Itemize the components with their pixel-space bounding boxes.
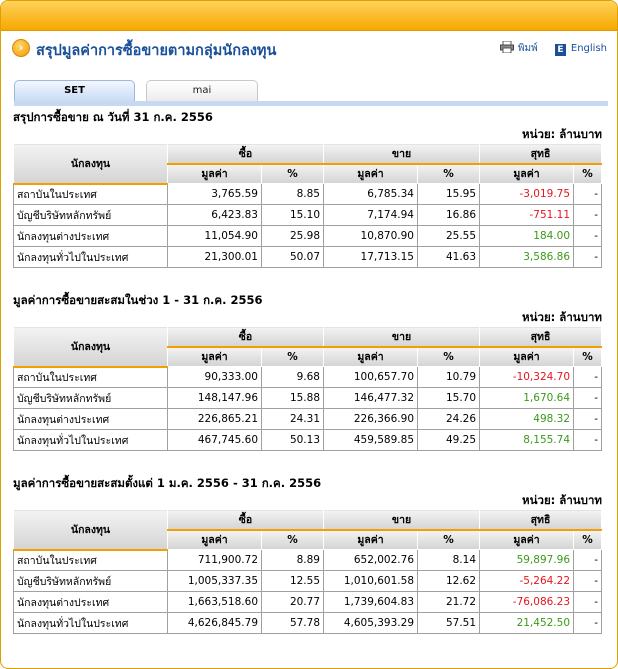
- table-row: [14, 592, 602, 613]
- buy-percent: 15.10: [262, 205, 324, 226]
- net-column-header: สุทธิ: [480, 510, 602, 530]
- value-column-header: มูลค่า: [480, 164, 574, 184]
- value-column-header: มูลค่า: [168, 530, 262, 550]
- buy-percent: 8.89: [262, 550, 324, 571]
- net-percent: -: [574, 184, 602, 205]
- buy-percent: 24.31: [262, 409, 324, 430]
- sell-percent: 8.14: [418, 550, 480, 571]
- buy-value: 21,300.01: [168, 247, 262, 268]
- sell-column-header: ขาย: [324, 327, 480, 347]
- table-row: [14, 388, 602, 409]
- buy-value: 90,333.00: [168, 367, 262, 388]
- investor-name: นักลงทุนทั่วไปในประเทศ: [14, 613, 168, 634]
- value-column-header: มูลค่า: [324, 530, 418, 550]
- investor-name: สถาบันในประเทศ: [14, 367, 168, 388]
- net-value: -751.11: [480, 205, 574, 226]
- buy-percent: 57.78: [262, 613, 324, 634]
- investor-name: บัญชีบริษัทหลักทรัพย์: [14, 571, 168, 592]
- table-row: [14, 571, 602, 592]
- market-tabs: [14, 80, 608, 101]
- sell-value: 6,785.34: [324, 184, 418, 205]
- value-column-header: มูลค่า: [168, 347, 262, 367]
- table-header-row: [14, 144, 602, 164]
- summary-section: [13, 292, 603, 451]
- net-percent: -: [574, 409, 602, 430]
- table-row: [14, 247, 602, 268]
- buy-value: 3,765.59: [168, 184, 262, 205]
- investor-column-header: นักลงทุน: [14, 144, 168, 184]
- sell-percent: 12.62: [418, 571, 480, 592]
- sell-percent: 24.26: [418, 409, 480, 430]
- sell-percent: 49.25: [418, 430, 480, 451]
- sell-value: 459,589.85: [324, 430, 418, 451]
- unit-label: หน่วย: ล้านบาท: [522, 493, 602, 507]
- net-column-header: สุทธิ: [480, 327, 602, 347]
- summary-section: [13, 109, 603, 268]
- value-column-header: มูลค่า: [480, 347, 574, 367]
- sell-percent: 15.70: [418, 388, 480, 409]
- investor-name: นักลงทุนต่างประเทศ: [14, 226, 168, 247]
- buy-percent: 20.77: [262, 592, 324, 613]
- investor-name: บัญชีบริษัทหลักทรัพย์: [14, 205, 168, 226]
- net-value: 21,452.50: [480, 613, 574, 634]
- sell-percent: 21.72: [418, 592, 480, 613]
- value-column-header: มูลค่า: [324, 347, 418, 367]
- buy-percent: 12.55: [262, 571, 324, 592]
- value-column-header: มูลค่า: [480, 530, 574, 550]
- percent-column-header: %: [262, 530, 324, 550]
- section-title: สรุปการซื้อขาย ณ วันที่ 31 ก.ค. 2556: [13, 110, 213, 124]
- sell-percent: 10.79: [418, 367, 480, 388]
- sell-value: 100,657.70: [324, 367, 418, 388]
- sell-value: 1,010,601.58: [324, 571, 418, 592]
- buy-percent: 15.88: [262, 388, 324, 409]
- section-title: มูลค่าการซื้อขายสะสมในช่วง 1 - 31 ก.ค. 2556: [13, 293, 263, 307]
- page-header: [11, 37, 609, 61]
- investor-name: นักลงทุนต่างประเทศ: [14, 592, 168, 613]
- sell-value: 17,713.15: [324, 247, 418, 268]
- sell-value: 4,605,393.29: [324, 613, 418, 634]
- buy-value: 711,900.72: [168, 550, 262, 571]
- table-header-row: [14, 510, 602, 530]
- sell-percent: 16.86: [418, 205, 480, 226]
- buy-value: 6,423.83: [168, 205, 262, 226]
- investor-name: บัญชีบริษัทหลักทรัพย์: [14, 388, 168, 409]
- buy-value: 226,865.21: [168, 409, 262, 430]
- printer-icon: [500, 41, 514, 53]
- sell-value: 146,477.32: [324, 388, 418, 409]
- investor-table: [13, 509, 602, 634]
- buy-percent: 8.85: [262, 184, 324, 205]
- investor-name: สถาบันในประเทศ: [14, 184, 168, 205]
- net-value: 3,586.86: [480, 247, 574, 268]
- english-link[interactable]: [555, 43, 607, 54]
- tab-mai[interactable]: mai: [146, 80, 258, 101]
- investor-table: [13, 143, 602, 268]
- chevron-right-icon: ›: [12, 39, 30, 57]
- net-value: -76,086.23: [480, 592, 574, 613]
- net-value: 59,897.96: [480, 550, 574, 571]
- buy-value: 11,054.90: [168, 226, 262, 247]
- net-value: -3,019.75: [480, 184, 574, 205]
- net-column-header: สุทธิ: [480, 144, 602, 164]
- investor-column-header: นักลงทุน: [14, 327, 168, 367]
- sell-column-header: ขาย: [324, 510, 480, 530]
- net-value: 8,155.74: [480, 430, 574, 451]
- sell-percent: 57.51: [418, 613, 480, 634]
- sell-percent: 15.95: [418, 184, 480, 205]
- percent-column-header: %: [262, 164, 324, 184]
- table-row: [14, 409, 602, 430]
- percent-column-header: %: [574, 164, 602, 184]
- summary-section: [13, 475, 603, 634]
- investor-table: [13, 326, 602, 451]
- percent-column-header: %: [418, 347, 480, 367]
- investor-name: นักลงทุนต่างประเทศ: [14, 409, 168, 430]
- table-header-row: [14, 327, 602, 347]
- buy-percent: 25.98: [262, 226, 324, 247]
- table-row: [14, 613, 602, 634]
- sell-percent: 41.63: [418, 247, 480, 268]
- print-label[interactable]: พิมพ์: [517, 43, 538, 54]
- percent-column-header: %: [574, 530, 602, 550]
- sell-value: 226,366.90: [324, 409, 418, 430]
- unit-label: หน่วย: ล้านบาท: [522, 127, 602, 141]
- table-row: [14, 550, 602, 571]
- percent-column-header: %: [262, 347, 324, 367]
- buy-column-header: ซื้อ: [168, 144, 324, 164]
- buy-percent: 50.07: [262, 247, 324, 268]
- sell-percent: 25.55: [418, 226, 480, 247]
- table-row: [14, 226, 602, 247]
- net-percent: -: [574, 388, 602, 409]
- percent-column-header: %: [418, 530, 480, 550]
- table-row: [14, 367, 602, 388]
- buy-value: 467,745.60: [168, 430, 262, 451]
- table-row: [14, 205, 602, 226]
- net-value: 498.32: [480, 409, 574, 430]
- value-column-header: มูลค่า: [324, 164, 418, 184]
- top-bar: [1, 1, 617, 31]
- net-value: -10,324.70: [480, 367, 574, 388]
- buy-percent: 50.13: [262, 430, 324, 451]
- sell-value: 652,002.76: [324, 550, 418, 571]
- net-percent: -: [574, 205, 602, 226]
- english-label[interactable]: English: [570, 43, 607, 54]
- percent-column-header: %: [418, 164, 480, 184]
- tab-set[interactable]: SET: [14, 80, 135, 101]
- net-value: -5,264.22: [480, 571, 574, 592]
- net-value: 1,670.64: [480, 388, 574, 409]
- buy-percent: 9.68: [262, 367, 324, 388]
- net-percent: -: [574, 550, 602, 571]
- sell-value: 7,174.94: [324, 205, 418, 226]
- section-title: มูลค่าการซื้อขายสะสมตั้งแต่ 1 ม.ค. 2556 - 31 ก.ค. 2556: [13, 476, 322, 490]
- net-percent: -: [574, 592, 602, 613]
- sell-value: 1,739,604.83: [324, 592, 418, 613]
- net-value: 184.00: [480, 226, 574, 247]
- table-row: [14, 184, 602, 205]
- buy-column-header: ซื้อ: [168, 510, 324, 530]
- header-tools: [500, 41, 607, 56]
- table-row: [14, 430, 602, 451]
- net-percent: -: [574, 430, 602, 451]
- net-percent: -: [574, 367, 602, 388]
- buy-value: 1,005,337.35: [168, 571, 262, 592]
- net-percent: -: [574, 226, 602, 247]
- page-title: สรุปมูลค่าการซื้อขายตามกลุ่มนักลงทุน: [36, 43, 277, 59]
- percent-column-header: %: [574, 347, 602, 367]
- investor-name: สถาบันในประเทศ: [14, 550, 168, 571]
- net-percent: -: [574, 613, 602, 634]
- buy-value: 4,626,845.79: [168, 613, 262, 634]
- net-percent: -: [574, 571, 602, 592]
- buy-value: 148,147.96: [168, 388, 262, 409]
- investor-name: นักลงทุนทั่วไปในประเทศ: [14, 430, 168, 451]
- investor-column-header: นักลงทุน: [14, 510, 168, 550]
- unit-label: หน่วย: ล้านบาท: [522, 310, 602, 324]
- sell-column-header: ขาย: [324, 144, 480, 164]
- investor-name: นักลงทุนทั่วไปในประเทศ: [14, 247, 168, 268]
- buy-value: 1,663,518.60: [168, 592, 262, 613]
- print-button[interactable]: [500, 43, 555, 54]
- sell-value: 10,870.90: [324, 226, 418, 247]
- value-column-header: มูลค่า: [168, 164, 262, 184]
- buy-column-header: ซื้อ: [168, 327, 324, 347]
- net-percent: -: [574, 247, 602, 268]
- english-icon: E: [555, 44, 566, 56]
- tab-underline: [14, 101, 608, 106]
